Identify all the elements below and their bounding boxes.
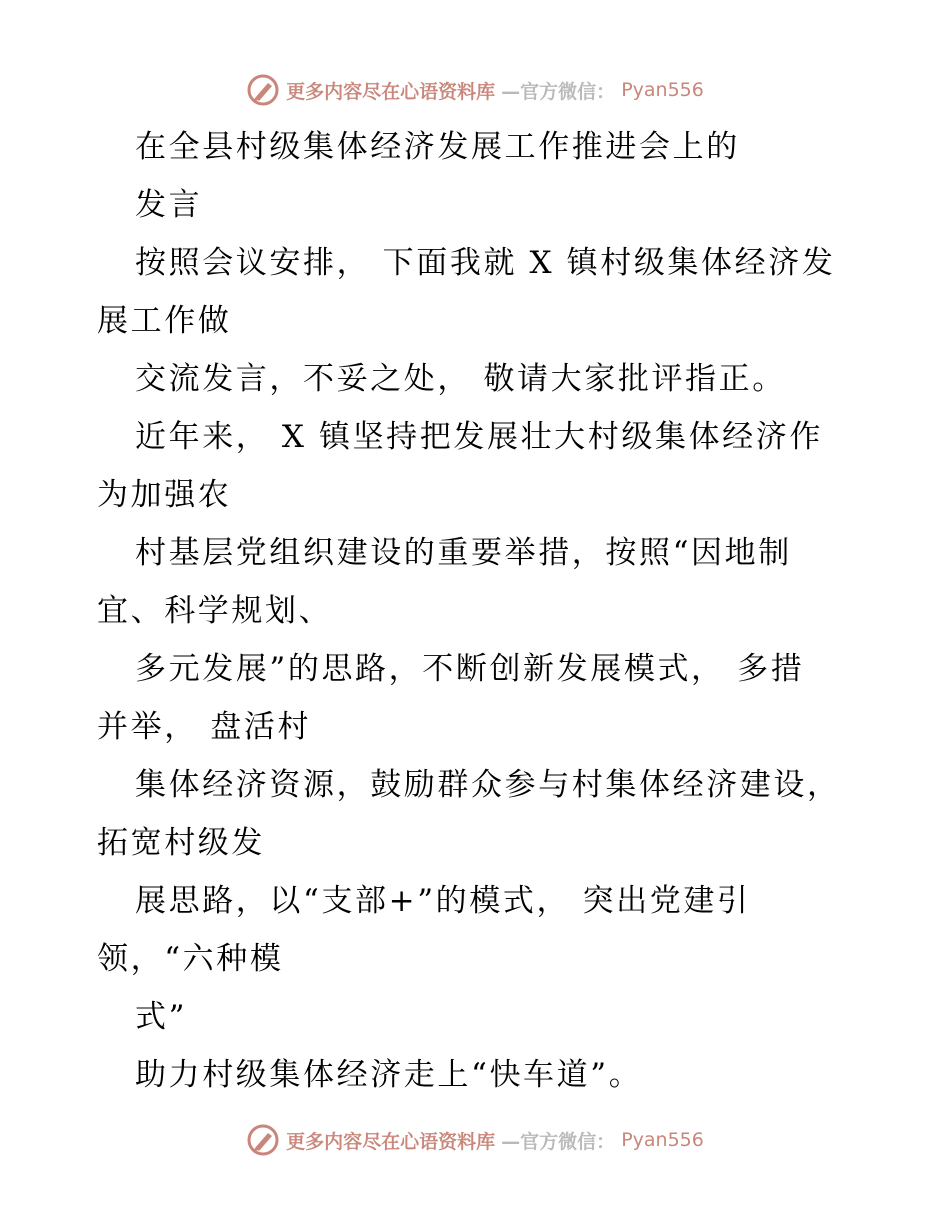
paragraph-line: 助力村级集体经济走上“快车道”。 (135, 1057, 643, 1093)
watermark-separator: —官方微信： (501, 80, 616, 103)
watermark-wechat-id: Pyan556 (621, 79, 704, 101)
paragraph-line: 为加强农 (97, 477, 232, 513)
paragraph-line: 并举， 盘活村 (97, 709, 312, 745)
paragraph-line: 集体经济资源，鼓励群众参与村集体经济建设， (135, 767, 841, 803)
pen-logo-icon (246, 1123, 280, 1157)
doc-title-line-2: 发言 (135, 187, 203, 223)
paragraph-line: 多元发展”的思路，不断创新发展模式， 多措 (135, 651, 805, 687)
paragraph-line: 领，“六种模 (97, 941, 284, 977)
footer-watermark (0, 1120, 950, 1160)
paragraph-line: 宜、科学规划、 (97, 593, 333, 629)
paragraph-line: 拓宽村级发 (97, 825, 265, 861)
paragraph-line: 交流发言，不妥之处， 敬请大家批评指正。 (135, 361, 786, 397)
watermark-separator: —官方微信： (501, 1130, 616, 1153)
watermark-text: 更多内容尽在心语资料库 (286, 1130, 496, 1153)
paragraph-line: 展工作做 (97, 303, 232, 339)
pen-logo-icon (246, 73, 280, 107)
header-watermark (0, 70, 950, 110)
paragraph-line: 近年来， X 镇坚持把发展壮大村级集体经济作 (135, 419, 823, 455)
paragraph-line: 按照会议安排， 下面我就 X 镇村级集体经济发 (135, 245, 836, 281)
paragraph-line: 村基层党组织建设的重要举措，按照“因地制 (135, 535, 792, 571)
watermark-text: 更多内容尽在心语资料库 (286, 80, 496, 103)
watermark-wechat-id: Pyan556 (621, 1129, 704, 1151)
doc-title-line-1: 在全县村级集体经济发展工作推进会上的 (135, 129, 740, 165)
paragraph-line: 式” (135, 999, 188, 1035)
paragraph-line: 展思路，以“支部+”的模式， 突出党建引 (135, 883, 751, 919)
